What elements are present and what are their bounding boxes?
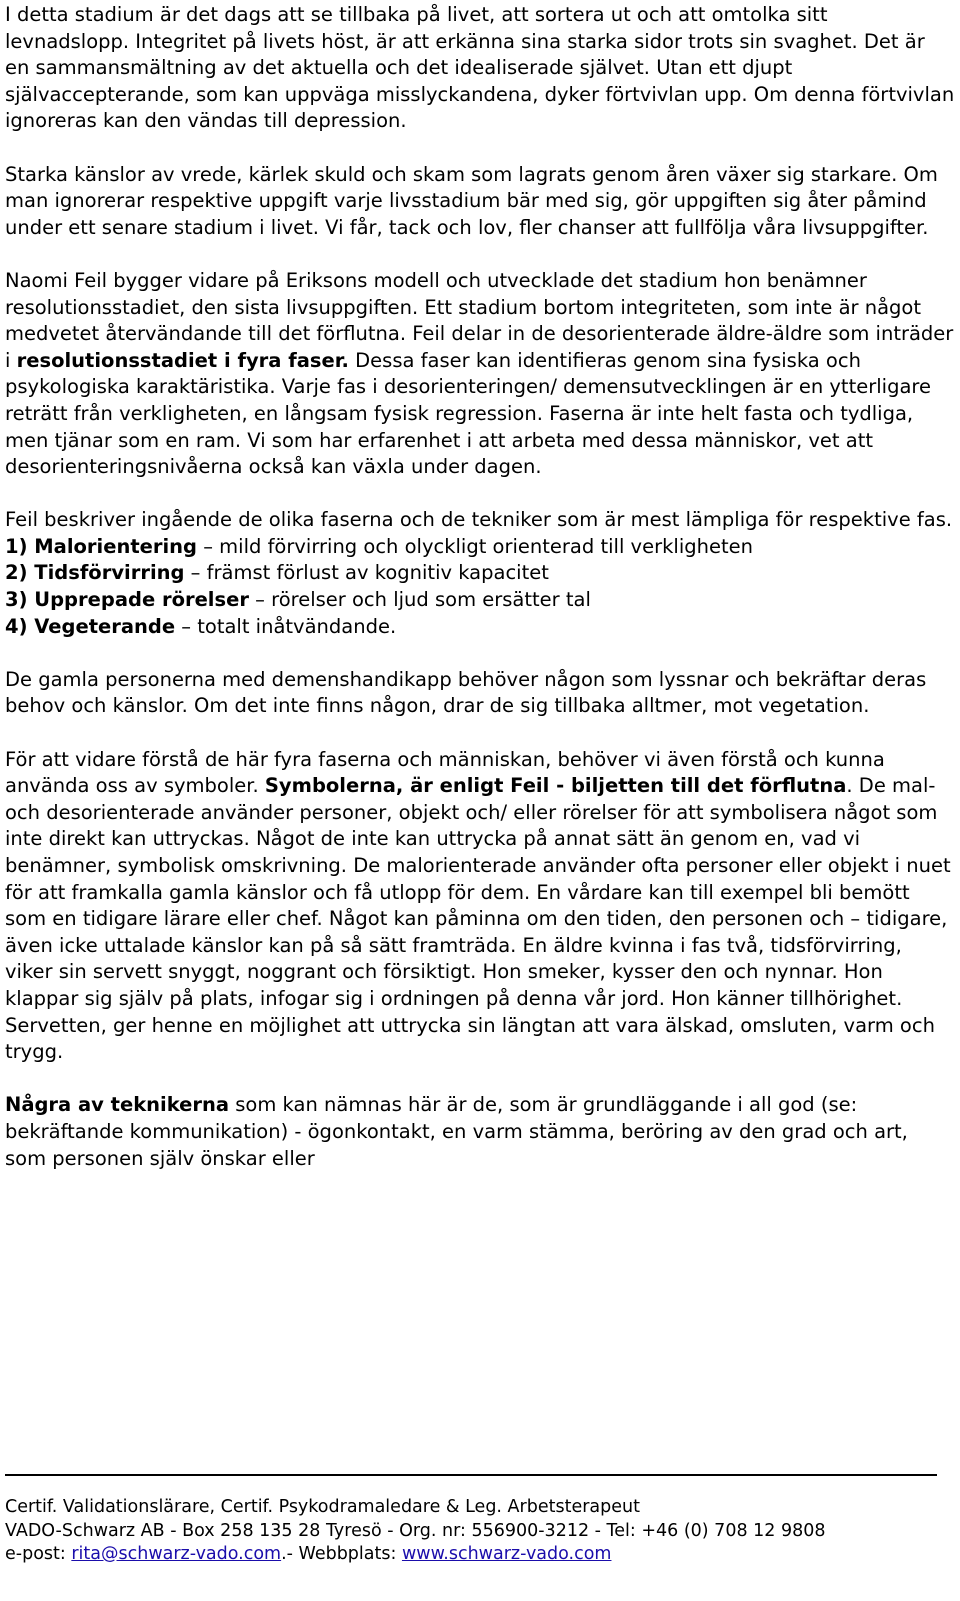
paragraph-symbols [5, 747, 955, 1066]
footer-contact [5, 1543, 826, 1567]
paragraph-text: Dessa faser kan identifieras genom sina fysiska och psykologiska karaktäristika. Varje fas i desorienteringen/ demensutvecklingen är en ytterligare reträtt från verkligheten, en långsam fysisk regression. Faserna är inte helt fasta och tydliga, men tjänar som en ram. Vi som har erfarenhet i att arbeta med dessa människor, vet att desorienteringsnivåerna också kan växla under dagen. [5, 348, 931, 479]
website-label: .- Webbplats: [281, 1544, 402, 1564]
list-item [5, 560, 955, 587]
list-item [5, 587, 955, 614]
paragraph-phases-intro: Feil beskriver ingående de olika faserna och de tekniker som är mest lämpliga för respektive fas. [5, 508, 953, 532]
phase-name: 2) Tidsförvirring [5, 561, 185, 585]
paragraph-text: . De mal- och desorienterade använder personer, objekt och/ eller rörelser för att symbolisera något som inte direkt kan uttryckas. Något de inte kan uttrycka på annat sätt än genom en, vad vi benämner, symbolisk omskrivning. De malorienterade använder ofta personer eller objekt i nuet för att framkalla gamla känslor och få utlopp för dem. En vårdare kan till exempel bli bemött som en tidigare lärare eller chef. Något kan påminna om den tiden, den personen och – tidigare, även icke uttalade känslor kan på så sätt framträda. En äldre kvinna i fas två, tidsförvirring, viker sin servett snyggt, noggrant och försiktigt. Hon smeker, kysser den och nynnar. Hon klappar sig själv på plats, infogar sig i ordningen på denna vår jord. Hon känner tillhörighet. Servetten, ger henne en möjlighet att uttrycka sin längtan att vara älskad, omsluten, varm och trygg. [5, 774, 951, 1064]
list-item [5, 614, 955, 641]
paragraph-techniques [5, 1092, 955, 1172]
bold-phrase: Symbolerna, är enligt Feil - biljetten till det förflutna [264, 774, 847, 798]
phase-description: – främst förlust av kognitiv kapacitet [184, 561, 549, 585]
website-link[interactable]: www.schwarz-vado.com [401, 1544, 612, 1564]
list-item [5, 534, 955, 561]
paragraph-emotions: Starka känslor av vrede, kärlek skuld och skam som lagrats genom åren växer sig starkare. Om man ignorerar respektive uppgift varje livsstadium bär med sig, gör uppgiften sig åter påmind under ett senare stadium i livet. Vi får, tack och lov, fler chanser att fullfölja våra livsuppgifter. [5, 162, 938, 239]
phase-name: 3) Upprepade rörelser [5, 588, 249, 612]
paragraph-text: Naomi Feil bygger vidare på Eriksons modell och utvecklade det stadium hon benämner resolutionsstadiet, den sista livsuppgiften. Ett stadium bortom integriteten, som inte är något medvetet återvändande till det förflutna. Feil delar in de desorienterade äldre-äldre som inträder i [5, 268, 954, 372]
email-label: e-post: [5, 1544, 72, 1564]
paragraph-integrity: I detta stadium är det dags att se tillbaka på livet, att sortera ut och att omtolka sitt levnadslopp. Integritet på livets höst, är att erkänna sina starka sidor trots sin svaghet. Det är en sammansmältning av det aktuella och det idealiserade självet. Utan ett djupt självaccepterande, som kan uppväga misslyckandena, dyker förtvivlan upp. Om denna förtvivlan ignoreras kan den vändas till depression. [5, 3, 955, 133]
phase-name: 1) Malorientering [5, 534, 198, 558]
bold-phrase: resolutionsstadiet i fyra faser. [16, 348, 349, 372]
email-link[interactable]: rita@schwarz-vado.com [71, 1544, 282, 1564]
phase-description: – totalt inåtvändande. [175, 614, 397, 638]
footer-divider [5, 1474, 937, 1476]
phase-name: 4) Vegeterande [5, 614, 176, 638]
phase-description: – rörelser och ljud som ersätter tal [248, 588, 591, 612]
paragraph-text: som kan nämnas här är de, som är grundläggande i all god (se: bekräftande kommunikation) - ögonkontakt, en varm stämma, beröring av den grad och art, som personen själv önskar eller [5, 1093, 908, 1170]
footer-company-info: VADO-Schwarz AB - Box 258 135 28 Tyresö - Org. nr: 556900-3212 - Tel: +46 (0) 708 12 9808 [5, 1520, 826, 1541]
bold-phrase: Några av teknikerna [5, 1093, 230, 1117]
footer-credentials: Certif. Validationslärare, Certif. Psykodramaledare & Leg. Arbetsterapeut [5, 1497, 640, 1517]
document-body [5, 2, 955, 1172]
paragraph-text: För att vidare förstå de här fyra faserna och människan, behöver vi även förstå och kunna använda oss av symboler. [5, 747, 885, 798]
phase-list [5, 534, 955, 640]
phase-description: – mild förvirring och olyckligt orienterad till verkligheten [197, 534, 753, 558]
paragraph-resolution-stage [5, 268, 955, 481]
footer [5, 1496, 826, 1567]
paragraph-needs: De gamla personerna med demenshandikapp behöver någon som lyssnar och bekräftar deras behov och känslor. Om det inte finns någon, drar de sig tillbaka alltmer, mot vegetation. [5, 667, 927, 718]
